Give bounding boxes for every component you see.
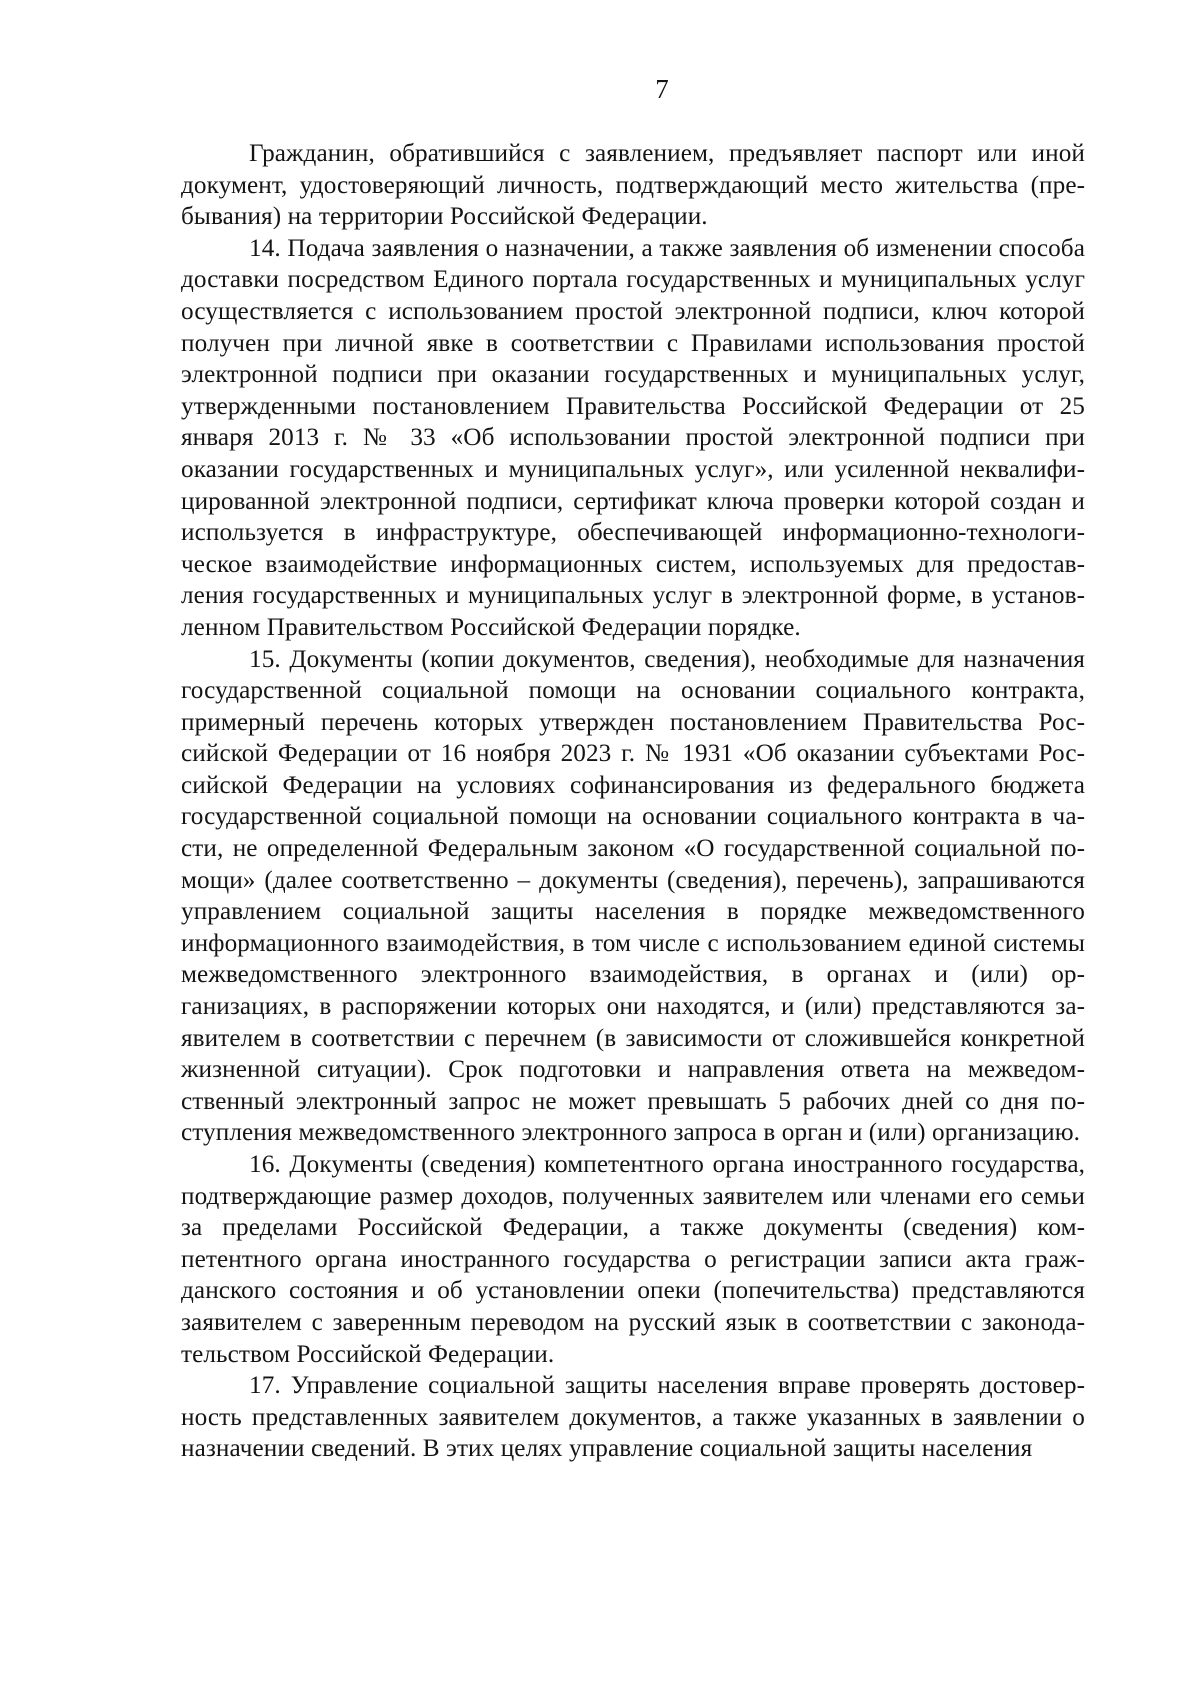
paragraph-14: 14. Подача заявления о назначении, а также заявления об изменении способа доставки посредством Единого портала государственных и муниципальных услуг осуществляется с использованием простой электронной подписи, ключ которой получен при личной явке в соответствии с Правилами использования простой электронной подписи при оказании государственных и муниципальных услуг, утвержденными постановлением Правительства Российской Федерации от 25 января 2013 г. № 33 «Об использовании простой электронной подписи при оказании государственных и муниципальных услуг», или усиленной неквалифицированной электронной подписи, сертификат ключа проверки которой создан и используется в инфраструктуре, обеспечивающей информационно-технологическое взаимодействие информационных систем, используемых для предоставления государственных и муниципальных услуг в электронной форме, в установленном Правительством Российской Федерации порядке. — [181, 234, 1085, 641]
document-body — [181, 138, 1085, 1465]
paragraph-16: 16. Документы (сведения) компетентного органа иностранного государства, подтверждающие размер доходов, полученных заявителем или членами его семьи за пределами Российской Федерации, а также документы (сведения) компетентного органа иностранного государства о регистрации записи акта гражданского состояния и об установлении опеки (попечительства) представляются заявителем с заверенным переводом на русский язык в соответствии с законодательством Российской Федерации. — [181, 1151, 1085, 1368]
paragraph-17: 17. Управление социальной защиты населения вправе проверять достоверность представленных заявителем документов, а также указанных в заявлении о назначении сведений. В этих целях управление социальной защиты населения — [181, 1372, 1085, 1463]
paragraph-citizen-passport: Гражданин, обратившийся с заявлением, предъявляет паспорт или иной документ, удостоверяющий личность, подтверждающий место жительства (пребывания) на территории Российской Федерации. — [181, 140, 1085, 231]
paragraph-15: 15. Документы (копии документов, сведения), необходимые для назначения государственной социальной помощи на основании социального контракта, примерный перечень которых утвержден постановлением Правительства Российской Федерации от 16 ноября 2023 г. № 1931 «Об оказании субъектами Российской Федерации на условиях софинансирования из федерального бюджета государственной социальной помощи на основании социального контракта в части, не определенной Федеральным законом «О государственной социальной помощи» (далее соответственно – документы (сведения), перечень), запрашиваются управлением социальной защиты населения в порядке межведомственного информационного взаимодействия, в том числе с использованием единой системы межведомственного электронного взаимодействия, в органах и (или) организациях, в распоряжении которых они находятся, и (или) представляются заявителем в соответствии с перечнем (в зависимости от сложившейся конкретной жизненной ситуации). Срок подготовки и направления ответа на межведомственный электронный запрос не может превышать 5 рабочих дней со дня поступления межведомственного электронного запроса в орган и (или) организацию. — [181, 645, 1085, 1147]
page-number: 7 — [655, 74, 669, 104]
